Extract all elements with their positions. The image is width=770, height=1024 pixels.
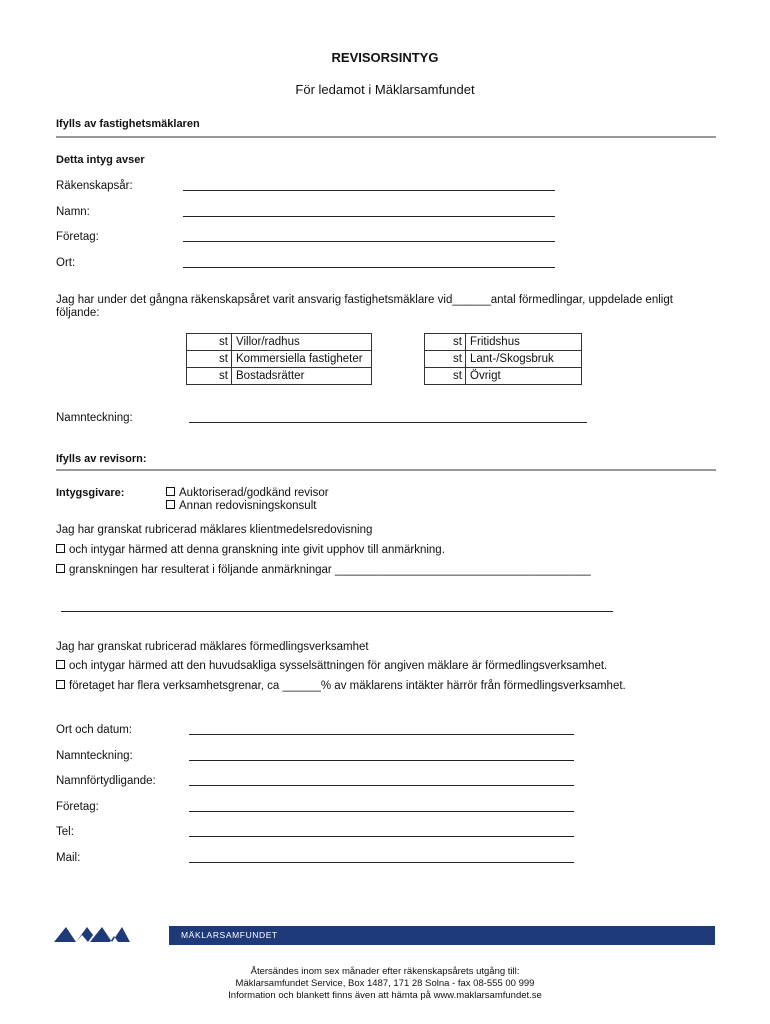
- footer-address: Mäklarsamfundet Service, Box 1487, 171 28 Solna - fax 08-555 00 999: [235, 978, 535, 989]
- category-villas: Villor/radhus: [232, 334, 372, 351]
- checkbox-icon[interactable]: [56, 660, 65, 669]
- checkbox-icon[interactable]: [166, 500, 175, 509]
- unit-cell[interactable]: st: [425, 351, 466, 368]
- table-row: [187, 351, 582, 368]
- auditor-company-input-line[interactable]: [189, 811, 574, 812]
- auditor-signature-input-line[interactable]: [189, 760, 574, 761]
- unit-cell[interactable]: st: [425, 368, 466, 385]
- document-title: REVISORSINTYG: [331, 50, 439, 65]
- checkbox-icon[interactable]: [56, 680, 65, 689]
- checkbox-icon[interactable]: [166, 487, 175, 496]
- unit-cell[interactable]: st: [187, 351, 232, 368]
- unit-cell[interactable]: st: [187, 334, 232, 351]
- field-label-email: Mail:: [56, 852, 81, 864]
- fiscal-year-input-line[interactable]: [183, 190, 555, 191]
- name-clarification-input-line[interactable]: [189, 785, 574, 786]
- category-commercial: Kommersiella fastigheter: [232, 351, 372, 368]
- email-input-line[interactable]: [189, 862, 574, 863]
- transaction-breakdown-table: [186, 333, 582, 385]
- remarks-input-line[interactable]: [61, 611, 613, 612]
- document-subtitle: För ledamot i Mäklarsamfundet: [295, 82, 475, 97]
- unit-cell[interactable]: st: [425, 334, 466, 351]
- table-row: [187, 334, 582, 351]
- broker-section-heading: Ifylls av fastighetsmäklaren: [56, 118, 200, 130]
- footer-return-notice: Återsändes inom sex månader efter räkenskapsårets utgång till:: [250, 966, 520, 977]
- maklarsamfundet-logo-icon: [54, 926, 130, 942]
- footer-website-info: Information och blankett finns även att hämta på www.maklarsamfundet.se: [228, 990, 542, 1001]
- field-label-name-clarification: Namnförtydligande:: [56, 775, 156, 787]
- category-condominiums: Bostadsrätter: [232, 368, 372, 385]
- checkbox-icon[interactable]: [56, 564, 65, 573]
- category-holiday-homes: Fritidshus: [466, 334, 582, 351]
- table-row: [187, 368, 582, 385]
- phone-input-line[interactable]: [189, 836, 574, 837]
- city-input-line[interactable]: [183, 267, 555, 268]
- brand-bar: [169, 926, 715, 945]
- broker-signature-line[interactable]: [189, 422, 587, 423]
- field-label-broker-signature: Namnteckning:: [56, 412, 133, 424]
- certificate-subject-heading: Detta intyg avser: [56, 154, 145, 166]
- field-label-auditor-company: Företag:: [56, 801, 99, 813]
- name-input-line[interactable]: [183, 216, 555, 217]
- category-other: Övrigt: [466, 368, 582, 385]
- field-label-phone: Tel:: [56, 826, 74, 838]
- field-label-company: Företag:: [56, 231, 99, 243]
- issuer-option-authorized[interactable]: Auktoriserad/godkänd revisor: [166, 487, 329, 499]
- issuer-option-other-consultant[interactable]: Annan redovisningskonsult: [166, 500, 316, 512]
- category-agriculture-forestry: Lant-/Skogsbruk: [466, 351, 582, 368]
- field-label-fiscal-year: Räkenskapsår:: [56, 180, 133, 192]
- client-funds-option-remarks[interactable]: granskningen har resulterat i följande anmärkningar ________________________________________: [56, 564, 591, 576]
- section-divider: [56, 136, 716, 138]
- checkbox-icon[interactable]: [56, 544, 65, 553]
- broker-statement-cont: följande:: [56, 307, 100, 319]
- brokerage-heading: Jag har granskat rubricerad mäklares förmedlingsverksamhet: [56, 641, 369, 653]
- field-label-place-date: Ort och datum:: [56, 724, 133, 736]
- field-label-city: Ort:: [56, 257, 76, 269]
- footer-text: [0, 966, 770, 1002]
- unit-cell[interactable]: st: [187, 368, 232, 385]
- field-label-name: Namn:: [56, 206, 90, 218]
- company-input-line[interactable]: [183, 241, 555, 242]
- section-divider: [56, 469, 716, 471]
- brand-name: MÄKLARSAMFUNDET: [181, 930, 278, 940]
- client-funds-heading: Jag har granskat rubricerad mäklares klientmedelsredovisning: [56, 524, 373, 536]
- brokerage-option-main-occupation[interactable]: och intygar härmed att den huvudsakliga sysselsättningen för angiven mäklare är förmedlingsverksamhet.: [56, 660, 607, 672]
- place-date-input-line[interactable]: [189, 734, 574, 735]
- client-funds-option-no-remarks[interactable]: och intygar härmed att denna granskning inte givit upphov till anmärkning.: [56, 544, 445, 556]
- issuer-label: Intygsgivare:: [56, 487, 125, 499]
- brokerage-option-multiple-branches[interactable]: företaget har flera verksamhetsgrenar, ca ______% av mäklarens intäkter härrör från förmedlingsverksamhet.: [56, 680, 626, 692]
- auditor-section-heading: Ifylls av revisorn:: [56, 453, 147, 465]
- broker-statement: Jag har under det gångna räkenskapsåret varit ansvarig fastighetsmäklare vid______antal förmedlingar, uppdelade enligt: [56, 294, 673, 306]
- field-label-auditor-signature: Namnteckning:: [56, 750, 133, 762]
